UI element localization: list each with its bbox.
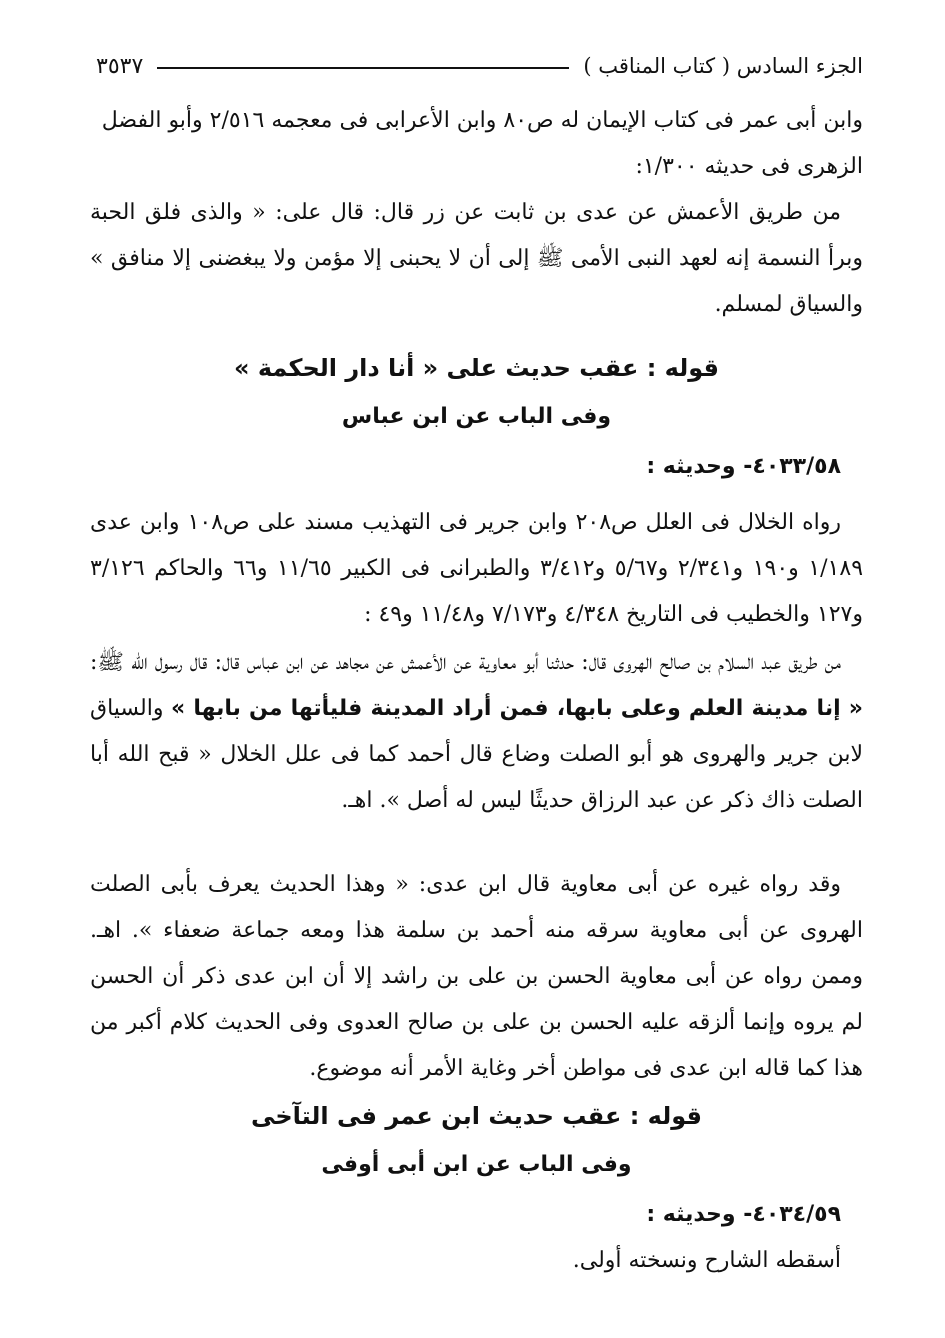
hadith-number: ٤٠٣٤/٥٩- وحديثه : — [646, 1202, 841, 1227]
narration-paragraph-2 — [90, 640, 863, 824]
hadith-number: ٤٠٣٣/٥٨- وحديثه : — [646, 454, 841, 479]
paragraph-part-1: من طريق عبد السلام بن صالح الهروى قال: حدثنا أبو معاوية عن الأعمش عن مجاهد عن ابن عباس قال: قال رسول الله ﷺ: — [90, 650, 841, 675]
commentary-paragraph — [90, 862, 863, 1092]
paragraph-body: أسقطه الشارح ونسخته أولى. — [572, 1248, 841, 1273]
hadith-quote: « إنا مدينة العلم وعلى بابها، فمن أراد المدينة فليأتها من بابها » — [170, 696, 863, 721]
closing-paragraph — [90, 1238, 863, 1284]
sources-paragraph — [90, 500, 863, 638]
paragraph-text — [90, 500, 863, 638]
section-heading: قوله : عقب حديث ابن عمر فى التآخى — [251, 1102, 702, 1130]
section-2 — [90, 1092, 863, 1238]
paragraph-text — [90, 1238, 863, 1284]
section-subheading: وفى الباب عن ابن أبى أوفى — [321, 1152, 632, 1177]
narration-paragraph-1 — [90, 190, 863, 328]
paragraph-part-2: والسياق لابن جرير والهروى هو أبو الصلت وضاع قال أحمد كما فى علل الخلال « قبح الله أبا الصلت ذاك ذكر عن عبد الرزاق حديثًا ليس له أصل ». اهـ. — [90, 696, 863, 813]
page-header — [96, 48, 863, 84]
page-number: ٣٥٣٧ — [96, 53, 144, 79]
paragraph-body: وقد رواه غيره عن أبى معاوية قال ابن عدى: « وهذا الحديث يعرف بأبى الصلت الهروى عن أبى معاوية سرقه منه أحمد بن سلمة هذا ومعه جماعة ضعفاء ». اهـ. وممن رواه عن أبى معاوية الحسن بن على بن راشد إلا أن ابن عدى ذكر أن الحسن لم يروه وإنما ألزقه عليه الحسن بن على بن صالح العدوى وفى الحديث كلام أكبر من هذا كما قاله ابن عدى فى مواطن أخر وغاية الأمر أنه موضوع. — [90, 872, 863, 1081]
paragraph-body: رواه الخلال فى العلل ص٢٠٨ وابن جرير فى التهذيب مسند على ص١٠٨ وابن عدى ١/١٨٩ و١٩٠ و٢/٣٤١ و٥/٦٧ و٣/٤١٢ والطبرانى فى الكبير ١١/٦٥ و٦٦ والحاكم ٣/١٢٦ و١٢٧ والخطيب فى التاريخ ٤/٣٤٨ و٧/١٧٣ و١١/٤٨ و٤٩ : — [90, 510, 864, 627]
paragraph-text — [90, 190, 863, 328]
section-heading: قوله : عقب حديث على « أنا دار الحكمة » — [233, 354, 719, 382]
paragraph-body: من طريق الأعمش عن عدى بن ثابت عن زر قال: قال على: « والذى فلق الحبة وبرأ النسمة إنه لعهد النبى الأمى ﷺ إلى أن لا يحبنى إلا مؤمن ولا يبغضنى إلا منافق » والسياق لمسلم. — [90, 200, 863, 317]
continuation-paragraph — [90, 98, 863, 190]
paragraph-text — [90, 862, 863, 1092]
section-subheading: وفى الباب عن ابن عباس — [341, 404, 612, 429]
paragraph-text — [90, 640, 863, 824]
continuation-line-1: وابن أبى عمر فى كتاب الإيمان له ص٨٠ وابن الأعرابى فى معجمه ٢/٥١٦ وأبو الفضل — [101, 108, 863, 133]
section-1 — [90, 344, 863, 490]
running-title: الجزء السادس ( كتاب المناقب ) — [583, 54, 863, 78]
header-rule — [157, 67, 569, 69]
continuation-line-2: الزهرى فى حديثه ١/٣٠٠: — [635, 154, 863, 179]
